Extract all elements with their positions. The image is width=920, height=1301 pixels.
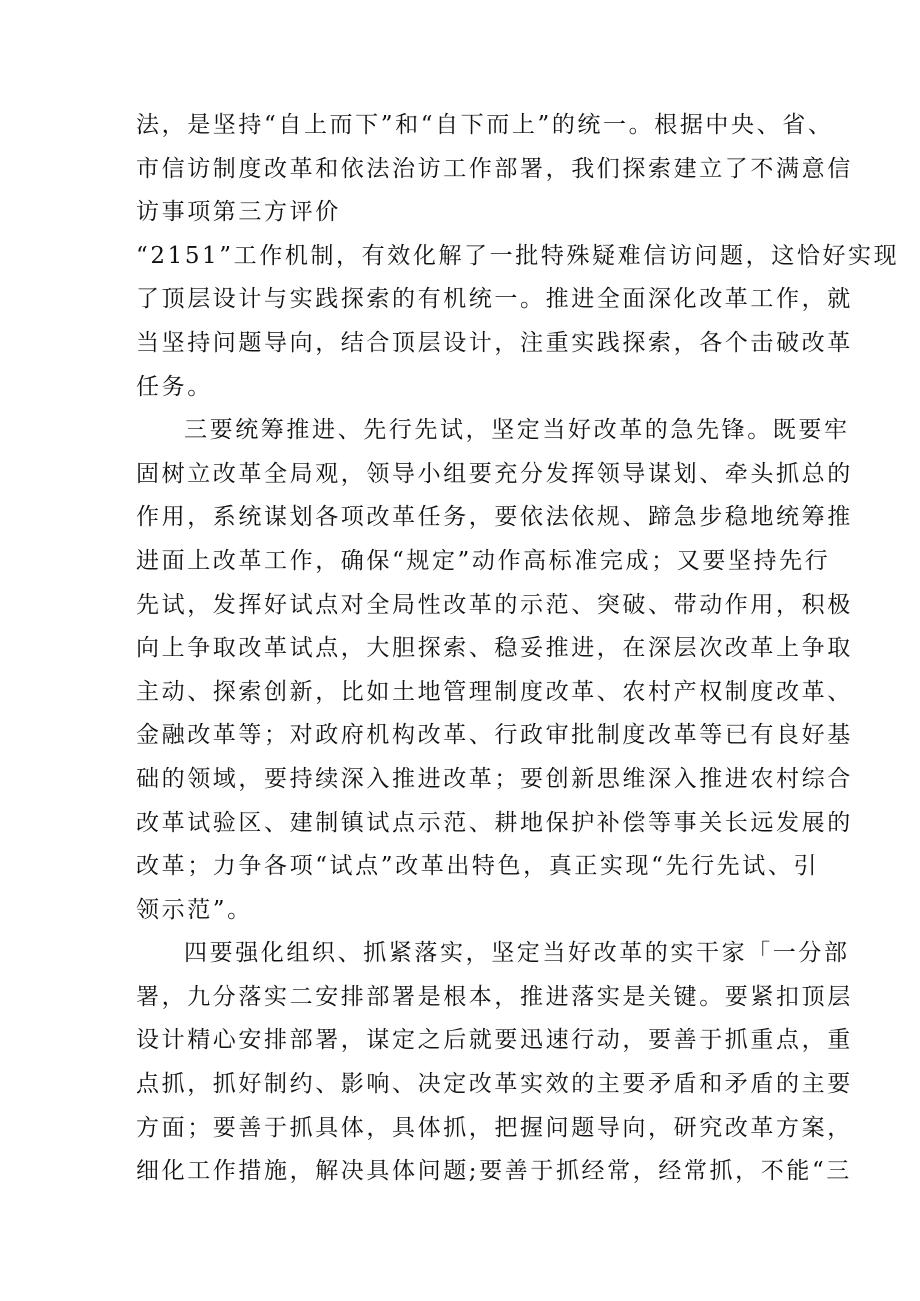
text-line: 固树立改革全局观，领导小组要充分发挥领导谋划、牵头抓总的 bbox=[136, 460, 853, 487]
text-line: 法，是坚持“自上而下”和“自下而上”的统一。根据中央、省、 bbox=[136, 112, 834, 138]
text-line: 础的领域，要持续深入推进改革；要创新思维深入推进农村综合 bbox=[136, 765, 853, 792]
text-line: “2151”工作机制，有效化解了一批特殊疑难信访问题，这恰好实现 bbox=[136, 242, 900, 269]
text-line: 改革试验区、建制镇试点示范、耕地保护补偿等事关长远发展的 bbox=[136, 809, 853, 836]
text-line: 改革；力争各项“试点”改革出特色，真正实现“先行先试、引 bbox=[136, 853, 820, 880]
text-line: 访事项第三方评价 bbox=[136, 199, 341, 226]
text-line: 设计精心安排部署，谋定之后就要迅速行动，要善于抓重点，重 bbox=[136, 1027, 853, 1054]
text-line: 进面上改革工作，确保“规定”动作高标准完成；又要坚持先行 bbox=[136, 547, 831, 574]
text-line: 领示范”。 bbox=[136, 896, 253, 923]
paragraph-start-line: 三要统筹推进、先行先试，坚定当好改革的急先锋。既要牢 bbox=[184, 417, 850, 444]
text-line: 细化工作措施，解决具体问题;要善于抓经常，经常抓，不能“三 bbox=[136, 1158, 852, 1185]
text-line: 了顶层设计与实践探索的有机统一。推进全面深化改革工作，就 bbox=[136, 286, 853, 313]
text-line: 作用，系统谋划各项改革任务，要依法依规、蹄急步稳地统筹推 bbox=[136, 504, 853, 531]
text-line: 署，九分落实二安排部署是根本，推进落实是关键。要紧扣顶层 bbox=[136, 983, 853, 1010]
text-line: 任务。 bbox=[136, 373, 213, 400]
text-line: 向上争取改革试点，大胆探索、稳妥推进，在深层次改革上争取 bbox=[136, 635, 853, 662]
text-line: 市信访制度改革和依法治访工作部署，我们探索建立了不满意信 bbox=[136, 155, 853, 182]
text-line: 主动、探索创新，比如土地管理制度改革、农村产权制度改革、 bbox=[136, 678, 853, 705]
text-line: 点抓，抓好制约、影响、决定改革实效的主要矛盾和矛盾的主要 bbox=[136, 1071, 853, 1098]
text-line: 金融改革等；对政府机构改革、行政审批制度改革等已有良好基 bbox=[136, 722, 853, 749]
text-line: 先试，发挥好试点对全局性改革的示范、突破、带动作用，积极 bbox=[136, 591, 853, 618]
paragraph-start-line: 四要强化组织、抓紧落实，坚定当好改革的实干家「一分部 bbox=[184, 940, 850, 967]
document-body bbox=[136, 104, 900, 1194]
text-line: 当坚持问题导向，结合顶层设计，注重实践探索，各个击破改革 bbox=[136, 329, 853, 356]
text-line: 方面；要善于抓具体，具体抓，把握问题导向，研究改革方案， bbox=[136, 1114, 853, 1141]
